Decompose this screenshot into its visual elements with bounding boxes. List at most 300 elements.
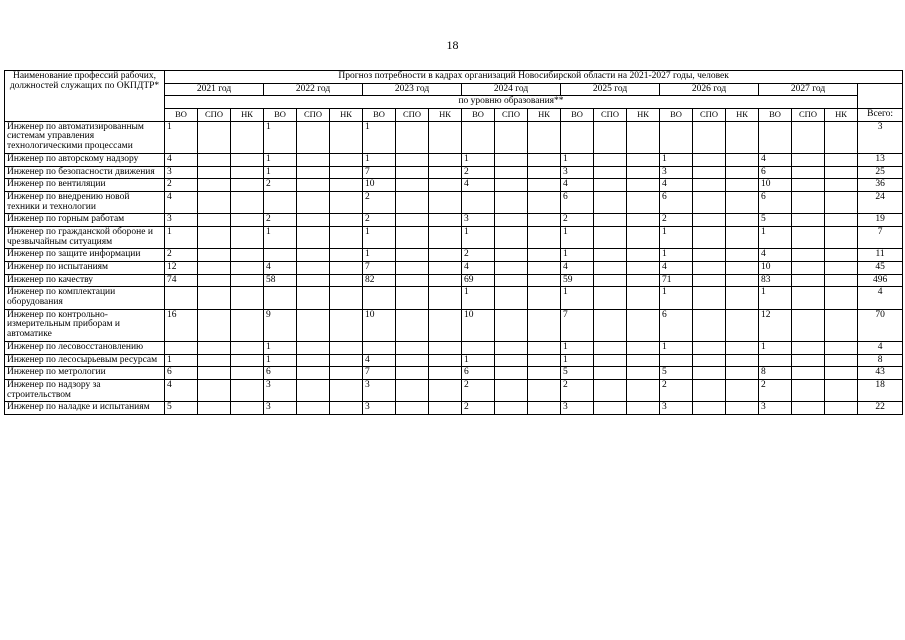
empty-cell (594, 166, 627, 179)
profession-name: Инженер по испытаниям (5, 262, 165, 275)
vo-value: 3 (363, 379, 396, 401)
vo-value: 1 (462, 354, 495, 367)
level-header-1: СПО (297, 109, 330, 122)
vo-value: 10 (462, 309, 495, 341)
empty-cell (330, 309, 363, 341)
empty-cell (330, 287, 363, 309)
vo-value: 6 (264, 367, 297, 380)
empty-cell (792, 121, 825, 153)
empty-cell (495, 341, 528, 354)
empty-cell (495, 309, 528, 341)
empty-cell (693, 367, 726, 380)
empty-cell (297, 354, 330, 367)
row-total: 4 (858, 287, 903, 309)
empty-cell (792, 354, 825, 367)
row-total: 24 (858, 191, 903, 213)
empty-cell (396, 341, 429, 354)
vo-value (363, 287, 396, 309)
vo-value: 1 (264, 166, 297, 179)
row-total: 13 (858, 153, 903, 166)
empty-cell (297, 274, 330, 287)
level-header-2: НК (429, 109, 462, 122)
empty-cell (429, 367, 462, 380)
empty-cell (792, 166, 825, 179)
empty-cell (693, 121, 726, 153)
empty-cell (231, 354, 264, 367)
table-row (5, 274, 903, 287)
vo-value (660, 121, 693, 153)
table-row (5, 379, 903, 401)
empty-cell (396, 226, 429, 248)
vo-value: 1 (165, 354, 198, 367)
vo-value: 10 (759, 179, 792, 192)
empty-cell (726, 249, 759, 262)
vo-value: 4 (462, 179, 495, 192)
table-row (5, 402, 903, 415)
empty-cell (429, 309, 462, 341)
vo-value (561, 121, 594, 153)
empty-cell (693, 262, 726, 275)
level-header-1: СПО (594, 109, 627, 122)
empty-cell (396, 166, 429, 179)
level-header-2: НК (231, 109, 264, 122)
empty-cell (231, 153, 264, 166)
empty-cell (528, 226, 561, 248)
empty-cell (495, 121, 528, 153)
empty-cell (330, 249, 363, 262)
empty-cell (528, 249, 561, 262)
vo-value: 3 (165, 214, 198, 227)
vo-value: 3 (363, 402, 396, 415)
empty-cell (297, 179, 330, 192)
vo-value: 3 (660, 166, 693, 179)
vo-value: 4 (363, 354, 396, 367)
table-row (5, 341, 903, 354)
empty-cell (330, 379, 363, 401)
empty-cell (528, 309, 561, 341)
total-header-spacer (858, 83, 903, 108)
empty-cell (198, 309, 231, 341)
empty-cell (396, 121, 429, 153)
vo-value (165, 287, 198, 309)
empty-cell (429, 214, 462, 227)
vo-value: 2 (660, 214, 693, 227)
vo-value: 2 (264, 214, 297, 227)
empty-cell (198, 274, 231, 287)
empty-cell (330, 226, 363, 248)
empty-cell (594, 262, 627, 275)
empty-cell (198, 191, 231, 213)
empty-cell (330, 214, 363, 227)
empty-cell (495, 367, 528, 380)
level-header-0: ВО (165, 109, 198, 122)
empty-cell (429, 226, 462, 248)
table-row (5, 153, 903, 166)
vo-value: 1 (264, 341, 297, 354)
empty-cell (528, 214, 561, 227)
row-total: 11 (858, 249, 903, 262)
education-level-header: по уровню образования** (165, 96, 858, 109)
empty-cell (396, 309, 429, 341)
empty-cell (726, 367, 759, 380)
empty-cell (528, 367, 561, 380)
vo-value: 6 (462, 367, 495, 380)
empty-cell (396, 262, 429, 275)
table-body (5, 121, 903, 414)
vo-value (165, 341, 198, 354)
vo-value (264, 249, 297, 262)
vo-value: 2 (462, 166, 495, 179)
empty-cell (825, 179, 858, 192)
empty-cell (627, 226, 660, 248)
empty-cell (429, 287, 462, 309)
vo-value: 1 (561, 226, 594, 248)
empty-cell (198, 249, 231, 262)
empty-cell (726, 226, 759, 248)
vo-value: 1 (660, 226, 693, 248)
empty-cell (825, 153, 858, 166)
profession-name: Инженер по безопасности движения (5, 166, 165, 179)
row-total: 19 (858, 214, 903, 227)
profession-name-header: Наименование профессий рабочих, должностей служащих по ОКПДТР* (5, 71, 165, 122)
vo-value: 1 (462, 226, 495, 248)
empty-cell (429, 379, 462, 401)
empty-cell (231, 214, 264, 227)
vo-value: 6 (561, 191, 594, 213)
empty-cell (330, 191, 363, 213)
empty-cell (495, 214, 528, 227)
empty-cell (528, 402, 561, 415)
empty-cell (198, 226, 231, 248)
empty-cell (594, 287, 627, 309)
vo-value: 1 (363, 249, 396, 262)
empty-cell (429, 179, 462, 192)
empty-cell (528, 262, 561, 275)
vo-value: 1 (759, 287, 792, 309)
empty-cell (726, 121, 759, 153)
vo-value: 1 (264, 153, 297, 166)
level-header-1: СПО (792, 109, 825, 122)
empty-cell (495, 274, 528, 287)
table-row (5, 249, 903, 262)
empty-cell (792, 214, 825, 227)
empty-cell (198, 402, 231, 415)
empty-cell (495, 287, 528, 309)
vo-value: 2 (759, 379, 792, 401)
level-header-1: СПО (396, 109, 429, 122)
level-header-1: СПО (198, 109, 231, 122)
vo-value: 1 (759, 341, 792, 354)
empty-cell (297, 262, 330, 275)
empty-cell (825, 262, 858, 275)
empty-cell (297, 249, 330, 262)
empty-cell (297, 166, 330, 179)
empty-cell (627, 179, 660, 192)
vo-value: 4 (561, 262, 594, 275)
empty-cell (297, 214, 330, 227)
row-total: 22 (858, 402, 903, 415)
vo-value: 2 (264, 179, 297, 192)
vo-value: 4 (561, 179, 594, 192)
empty-cell (198, 179, 231, 192)
year-header: 2023 год (363, 83, 462, 96)
vo-value: 3 (165, 166, 198, 179)
vo-value: 1 (165, 121, 198, 153)
table-row (5, 191, 903, 213)
vo-value: 71 (660, 274, 693, 287)
empty-cell (495, 262, 528, 275)
empty-cell (396, 249, 429, 262)
empty-cell (825, 287, 858, 309)
vo-value: 4 (165, 153, 198, 166)
empty-cell (627, 274, 660, 287)
empty-cell (825, 367, 858, 380)
vo-value (759, 354, 792, 367)
empty-cell (297, 309, 330, 341)
empty-cell (231, 166, 264, 179)
vo-value: 1 (561, 249, 594, 262)
profession-name: Инженер по гражданской обороне и чрезвычайным ситуациям (5, 226, 165, 248)
table-row (5, 121, 903, 153)
empty-cell (528, 287, 561, 309)
vo-value: 1 (561, 287, 594, 309)
empty-cell (330, 121, 363, 153)
empty-cell (528, 166, 561, 179)
empty-cell (198, 341, 231, 354)
empty-cell (528, 341, 561, 354)
empty-cell (792, 153, 825, 166)
empty-cell (330, 367, 363, 380)
vo-value: 82 (363, 274, 396, 287)
empty-cell (396, 153, 429, 166)
empty-cell (693, 191, 726, 213)
vo-value: 3 (462, 214, 495, 227)
empty-cell (495, 179, 528, 192)
empty-cell (594, 226, 627, 248)
empty-cell (627, 191, 660, 213)
table-row (5, 214, 903, 227)
empty-cell (693, 354, 726, 367)
empty-cell (231, 341, 264, 354)
empty-cell (627, 287, 660, 309)
vo-value: 1 (660, 341, 693, 354)
level-header-2: НК (825, 109, 858, 122)
empty-cell (495, 379, 528, 401)
empty-cell (627, 367, 660, 380)
profession-name: Инженер по контрольно-измерительным приборам и автоматике (5, 309, 165, 341)
empty-cell (231, 226, 264, 248)
vo-value: 1 (363, 153, 396, 166)
empty-cell (528, 121, 561, 153)
vo-value: 3 (660, 402, 693, 415)
empty-cell (627, 249, 660, 262)
empty-cell (792, 249, 825, 262)
vo-value: 10 (759, 262, 792, 275)
empty-cell (825, 249, 858, 262)
vo-value: 2 (165, 249, 198, 262)
vo-value: 1 (561, 153, 594, 166)
table-row (5, 309, 903, 341)
empty-cell (726, 153, 759, 166)
vo-value: 8 (759, 367, 792, 380)
vo-value: 4 (165, 191, 198, 213)
level-header-2: НК (528, 109, 561, 122)
empty-cell (627, 379, 660, 401)
empty-cell (495, 166, 528, 179)
vo-value: 2 (462, 249, 495, 262)
empty-cell (726, 341, 759, 354)
vo-value (363, 341, 396, 354)
empty-cell (429, 402, 462, 415)
empty-cell (726, 379, 759, 401)
empty-cell (330, 274, 363, 287)
vo-value: 5 (165, 402, 198, 415)
empty-cell (627, 121, 660, 153)
vo-value: 4 (660, 179, 693, 192)
empty-cell (495, 402, 528, 415)
vo-value (264, 287, 297, 309)
empty-cell (627, 354, 660, 367)
empty-cell (528, 191, 561, 213)
vo-value: 3 (264, 402, 297, 415)
empty-cell (198, 354, 231, 367)
empty-cell (594, 191, 627, 213)
vo-value: 1 (561, 341, 594, 354)
level-header-2: НК (726, 109, 759, 122)
vo-value: 1 (660, 249, 693, 262)
empty-cell (825, 402, 858, 415)
vo-value: 16 (165, 309, 198, 341)
vo-value: 2 (363, 191, 396, 213)
profession-name: Инженер по комплектации оборудования (5, 287, 165, 309)
vo-value: 59 (561, 274, 594, 287)
table-row (5, 179, 903, 192)
vo-value: 5 (561, 367, 594, 380)
empty-cell (396, 214, 429, 227)
empty-cell (231, 262, 264, 275)
vo-value: 58 (264, 274, 297, 287)
table-row (5, 262, 903, 275)
page-number: 18 (446, 38, 459, 52)
empty-cell (396, 402, 429, 415)
vo-value (462, 341, 495, 354)
empty-cell (198, 379, 231, 401)
empty-cell (627, 402, 660, 415)
empty-cell (396, 367, 429, 380)
empty-cell (825, 341, 858, 354)
empty-cell (429, 274, 462, 287)
vo-value (660, 354, 693, 367)
empty-cell (594, 367, 627, 380)
vo-value: 3 (264, 379, 297, 401)
empty-cell (396, 354, 429, 367)
empty-cell (429, 153, 462, 166)
vo-value: 69 (462, 274, 495, 287)
level-header-0: ВО (264, 109, 297, 122)
profession-name: Инженер по лесосырьевым ресурсам (5, 354, 165, 367)
total-header: Всего: (858, 109, 903, 122)
table-row (5, 226, 903, 248)
table-row (5, 354, 903, 367)
vo-value: 10 (363, 179, 396, 192)
empty-cell (825, 354, 858, 367)
profession-name: Инженер по вентиляции (5, 179, 165, 192)
empty-cell (528, 274, 561, 287)
vo-value: 3 (759, 402, 792, 415)
empty-cell (825, 379, 858, 401)
empty-cell (330, 153, 363, 166)
row-total: 70 (858, 309, 903, 341)
row-total: 3 (858, 121, 903, 153)
level-header-2: НК (627, 109, 660, 122)
year-header: 2024 год (462, 83, 561, 96)
vo-value: 5 (759, 214, 792, 227)
empty-cell (594, 341, 627, 354)
empty-cell (792, 309, 825, 341)
table-row (5, 166, 903, 179)
level-header-0: ВО (462, 109, 495, 122)
empty-cell (594, 309, 627, 341)
vo-value: 2 (165, 179, 198, 192)
level-header-2: НК (330, 109, 363, 122)
empty-cell (627, 262, 660, 275)
empty-cell (231, 402, 264, 415)
vo-value: 2 (462, 402, 495, 415)
empty-cell (528, 153, 561, 166)
empty-cell (330, 262, 363, 275)
empty-cell (726, 309, 759, 341)
empty-cell (726, 274, 759, 287)
empty-cell (429, 341, 462, 354)
empty-cell (792, 274, 825, 287)
year-header: 2025 год (561, 83, 660, 96)
empty-cell (594, 179, 627, 192)
year-header: 2026 год (660, 83, 759, 96)
empty-cell (792, 379, 825, 401)
empty-cell (231, 179, 264, 192)
empty-cell (330, 166, 363, 179)
empty-cell (792, 179, 825, 192)
profession-name: Инженер по метрологии (5, 367, 165, 380)
empty-cell (330, 354, 363, 367)
empty-cell (726, 179, 759, 192)
vo-value: 6 (759, 166, 792, 179)
vo-value: 1 (264, 226, 297, 248)
empty-cell (231, 309, 264, 341)
row-total: 4 (858, 341, 903, 354)
empty-cell (231, 287, 264, 309)
empty-cell (231, 121, 264, 153)
vo-value: 12 (759, 309, 792, 341)
row-total: 43 (858, 367, 903, 380)
empty-cell (231, 191, 264, 213)
row-total: 36 (858, 179, 903, 192)
empty-cell (198, 367, 231, 380)
row-total: 25 (858, 166, 903, 179)
empty-cell (693, 226, 726, 248)
level-header-0: ВО (561, 109, 594, 122)
row-total: 45 (858, 262, 903, 275)
empty-cell (825, 214, 858, 227)
empty-cell (693, 402, 726, 415)
vo-value: 74 (165, 274, 198, 287)
vo-value: 9 (264, 309, 297, 341)
forecast-table (4, 70, 903, 415)
empty-cell (396, 179, 429, 192)
empty-cell (792, 367, 825, 380)
vo-value: 4 (759, 153, 792, 166)
empty-cell (528, 379, 561, 401)
